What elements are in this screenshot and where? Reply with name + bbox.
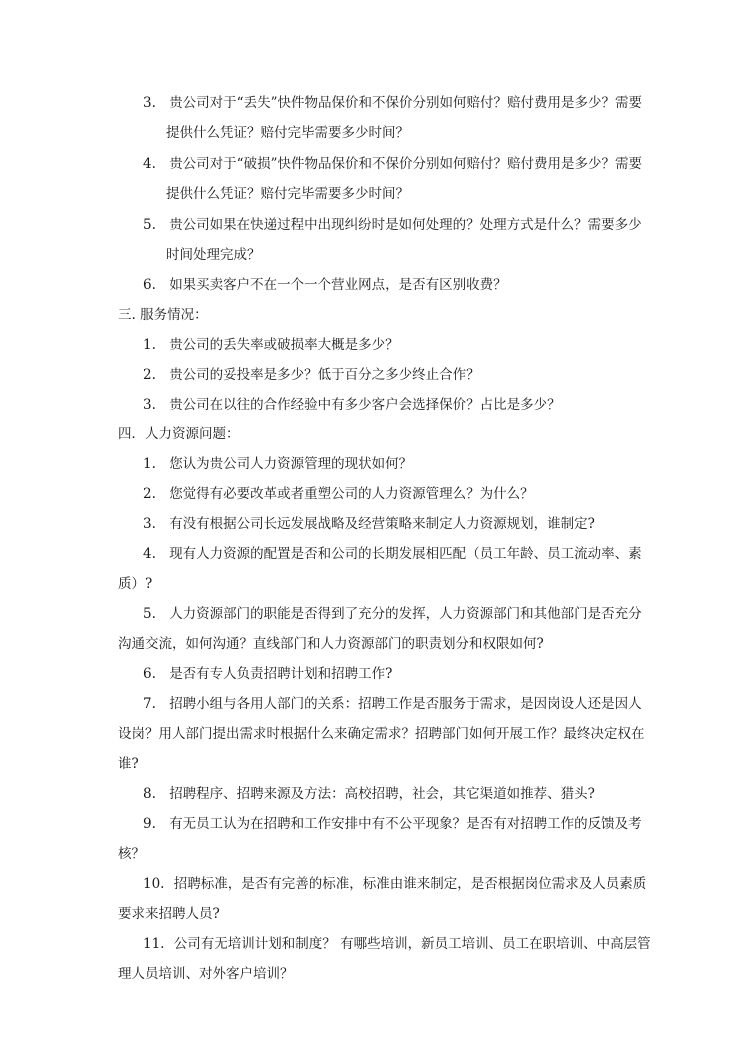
s4-item-10-text: 招聘标准，是否有完善的标准，标准由谁来制定，是否根据岗位需求及人员素质 [173, 876, 647, 892]
s3-item-1-number: 1. [143, 337, 156, 353]
s4-item-8-number: 8. [143, 786, 156, 802]
s3-item-2-number: 2. [143, 367, 156, 383]
s4-item-10-line1 [143, 875, 646, 893]
s4-item-7-number: 7. [143, 696, 156, 712]
s4-item-5-line1 [143, 605, 642, 623]
section3-heading: 三. 服务情况： [118, 307, 208, 323]
s4-item-5-text: 人力资源部门的职能是否得到了充分的发挥，人力资源部门和其他部门是否充分 [169, 606, 642, 622]
s4-item-1 [143, 455, 412, 473]
s4-item-10-number: 10. [143, 876, 165, 892]
s4-item-9-line1 [143, 815, 642, 833]
s4-item-6-number: 6. [143, 666, 156, 682]
s4-item-11-line2: 理人员培训、对外客户培训？ [118, 966, 294, 982]
s2-item-6-line1 [143, 276, 507, 294]
s4-item-4-text: 现有人力资源的配置是否和公司的长期发展相匹配（员工年龄、员工流动率、素 [169, 546, 642, 562]
s2-item-6-number: 6. [143, 277, 156, 293]
s3-item-3-text: 贵公司在以往的合作经验中有多少客户会选择保价？占比是多少？ [169, 397, 561, 413]
s3-item-1 [143, 336, 399, 354]
s3-item-2-text: 贵公司的妥投率是多少？低于百分之多少终止合作？ [169, 367, 480, 383]
s4-item-4-line2: 质）? [118, 576, 153, 592]
s4-item-11-text: 公司有无培训计划和制度？ 有哪些培训，新员工培训、员工在职培训、中高层管 [173, 936, 651, 952]
s2-item-3-text: 贵公司对于“丢失”快件物品保价和不保价分别如何赔付？赔付费用是多少？需要 [169, 95, 642, 111]
s2-item-4-line1 [143, 155, 642, 173]
s3-item-3 [143, 396, 561, 414]
s2-item-5-line1 [143, 216, 642, 234]
s4-item-7-text: 招聘小组与各用人部门的关系：招聘工作是否服务于需求，是因岗设人还是因人 [169, 696, 642, 712]
s3-item-1-text: 贵公司的丢失率或破损率大概是多少？ [169, 337, 399, 353]
s4-item-3-text: 有没有根据公司长远发展战略及经营策略来制定人力资源规划，谁制定? [169, 516, 595, 532]
s4-item-10-line2: 要求来招聘人员? [118, 906, 220, 922]
s4-item-11-number: 11. [143, 936, 165, 952]
s4-item-7-line2: 设岗？用人部门提出需求时根据什么来确定需求？招聘部门如何开展工作？最终决定权在 [118, 726, 645, 742]
s4-item-4-line1 [143, 545, 642, 563]
section4-heading: 四．人力资源问题： [118, 426, 240, 442]
s4-item-11-line1 [143, 935, 651, 953]
s2-item-5-line2: 时间处理完成？ [166, 247, 261, 263]
s2-item-3-line2: 提供什么凭证？赔付完毕需要多少时间？ [166, 125, 409, 141]
s4-item-5-number: 5. [143, 606, 156, 622]
s4-item-8 [143, 785, 595, 803]
s3-item-2 [143, 366, 480, 384]
s2-item-4-text: 贵公司对于“破损”快件物品保价和不保价分别如何赔付？赔付费用是多少？需要 [169, 156, 642, 172]
s4-item-2-text: 您觉得有必要改革或者重塑公司的人力资源管理么？为什么？ [169, 486, 534, 502]
s4-item-7-line3: 谁? [118, 756, 139, 772]
s2-item-5-number: 5. [143, 217, 156, 233]
s4-item-9-line2: 核？ [118, 846, 145, 862]
s4-item-8-text: 招聘程序、招聘来源及方法：高校招聘，社会，其它渠道如推荐、猎头? [169, 786, 595, 802]
s2-item-4-line2: 提供什么凭证？赔付完毕需要多少时间？ [166, 186, 409, 202]
s4-item-2-number: 2. [143, 486, 156, 502]
s4-item-9-text: 有无员工认为在招聘和工作安排中有不公平现象？是否有对招聘工作的反馈及考 [169, 816, 642, 832]
s4-item-4-number: 4. [143, 546, 156, 562]
s4-item-6 [143, 665, 392, 683]
s4-item-9-number: 9. [143, 816, 156, 832]
s4-item-2 [143, 485, 534, 503]
s4-item-5-line2: 沟通交流，如何沟通？直线部门和人力资源部门的职责划分和权限如何? [118, 636, 544, 652]
s2-item-4-number: 4. [143, 156, 156, 172]
s2-item-5-text: 贵公司如果在快递过程中出现纠纷时是如何处理的？处理方式是什么？需要多少 [169, 217, 642, 233]
s3-item-3-number: 3. [143, 397, 156, 413]
s4-item-7-line1 [143, 695, 642, 713]
s4-item-3 [143, 515, 595, 533]
s4-item-1-number: 1. [143, 456, 156, 472]
s4-item-1-text: 您认为贵公司人力资源管理的现状如何？ [169, 456, 413, 472]
s4-item-3-number: 3. [143, 516, 156, 532]
s2-item-3-line1 [143, 94, 642, 112]
s2-item-6-text: 如果买卖客户不在一个一个营业网点，是否有区别收费？ [169, 277, 507, 293]
s4-item-6-text: 是否有专人负责招聘计划和招聘工作? [169, 666, 393, 682]
s2-item-3-number: 3. [143, 95, 156, 111]
